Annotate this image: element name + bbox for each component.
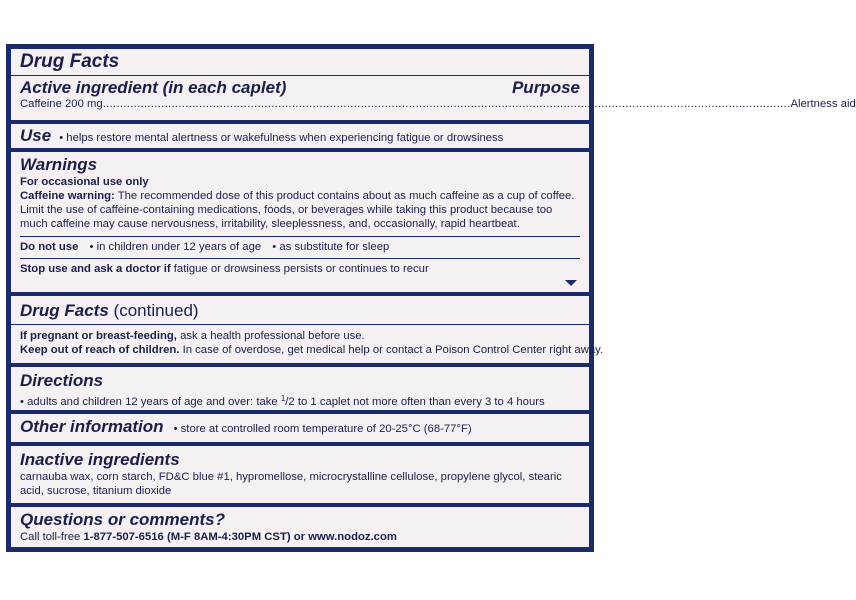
directions-text-after: to 1 caplet not more often than every 3 to 4 hours [297,396,545,408]
do-not-use [20,240,580,254]
caffeine-warning [20,189,580,231]
keep-out-of-reach [20,343,604,357]
ingredient-name: Caffeine 200 mg [20,98,103,110]
stop-use [20,262,580,276]
use-text: • helps restore mental alertness or wakefulness when experiencing fatigue or drowsiness [59,132,504,144]
do-not-use-2: • as substitute for sleep [272,241,390,253]
warnings-section [11,152,589,292]
warnings-heading: Warnings [20,155,98,174]
drug-facts-title: Drug Facts [20,51,120,72]
divider [20,236,580,237]
divider [11,324,589,325]
questions-section [11,507,589,547]
contact-line [20,530,580,544]
keep-label: Keep out of reach of children. [20,344,180,356]
continued-title: Drug Facts [20,301,109,320]
pregnant-warning [20,329,580,343]
fraction-slash: / [285,396,289,408]
or-text: or [293,531,306,543]
directions-text [20,392,580,409]
use-heading: Use [20,126,52,145]
fraction-numerator: 1 [280,394,286,403]
fraction-denominator: 2 [288,396,295,408]
other-info-section [11,414,589,442]
stop-use-label: Stop use and ask a doctor if [20,263,171,275]
inactive-section [11,446,589,503]
caffeine-warning-text: The recommended dose of this product contains about as much caffeine as a cup of coffee. Limit the use of caffeine-containing medications, foods, or beverages while taking this product because too much caffeine may cause nervousness, irritability, sleeplessness, and, occasionally, rapid heartbeat. [20,190,575,230]
active-ingredient-heading: Active ingredient (in each caplet) [20,78,287,97]
divider [11,75,589,76]
directions-text-before: • adults and children 12 years of age and over: take [20,396,278,408]
directions-section [11,367,589,410]
hours: (M-F 8AM-4:30PM CST) [166,531,291,543]
use-section [11,124,589,148]
occasional-use: For occasional use only [20,176,149,188]
continued-arrow-icon [565,280,577,286]
call-text: Call toll-free [20,531,81,543]
purpose-heading: Purpose [511,78,580,97]
divider [20,258,580,259]
questions-heading: Questions or comments? [20,510,225,529]
phone-number[interactable]: 1-877-507-6516 [83,531,164,543]
active-ingredient-section [11,49,856,120]
leader-dots: ........................................................................................................................................................................................................ [102,98,791,110]
pregnant-text: ask a health professional before use. [180,330,365,342]
ingredient-row [20,97,856,111]
caffeine-warning-label: Caffeine warning: [20,190,115,202]
stop-use-text: fatigue or drowsiness persists or continues to recur [173,263,429,275]
continued-section [11,296,604,363]
inactive-text: carnauba wax, corn starch, FD&C blue #1, hypromellose, microcrystalline cellulose, propylene glycol, stearic acid, sucrose, titanium dioxide [20,471,562,497]
directions-heading: Directions [20,371,104,390]
keep-text: In case of overdose, get medical help or contact a Poison Control Center right away. [182,344,604,356]
continued-suffix: (continued) [113,301,199,320]
pregnant-label: If pregnant or breast-feeding, [20,330,177,342]
inactive-heading: Inactive ingredients [20,450,180,469]
do-not-use-1: • in children under 12 years of age [89,241,262,253]
ingredient-purpose: Alertness aid [790,98,856,110]
do-not-use-label: Do not use [20,241,79,253]
website-link[interactable]: www.nodoz.com [308,531,397,543]
other-info-text: • store at controlled room temperature of 20-25°C (68-77°F) [173,423,472,435]
drug-facts-label [6,44,856,552]
other-info-heading: Other information [20,417,164,436]
continued-heading [20,302,580,320]
